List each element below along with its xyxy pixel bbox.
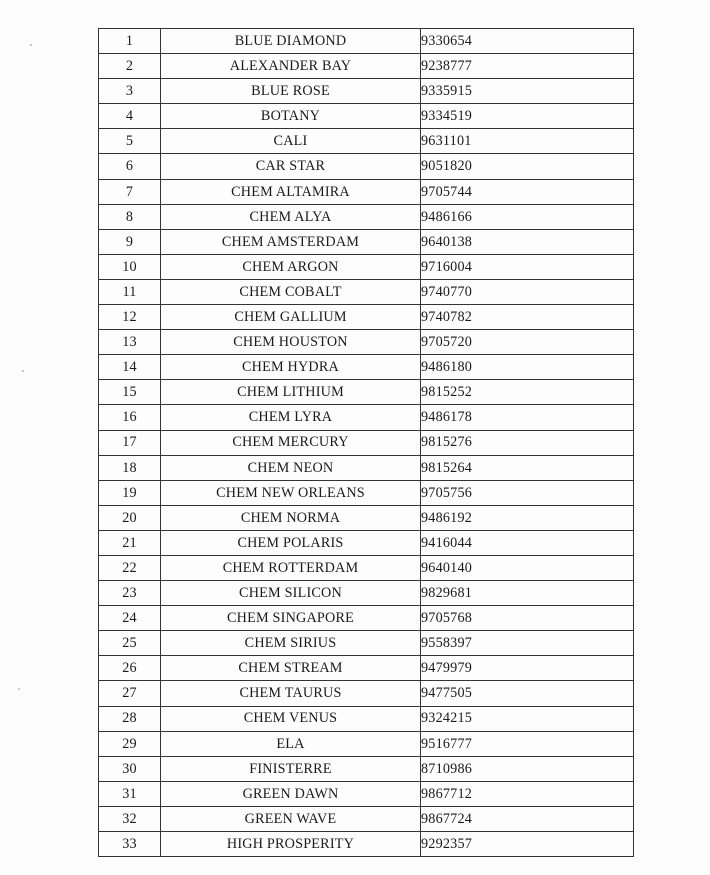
- vessel-name-cell: CHEM SILICON: [161, 581, 421, 606]
- row-number-cell: 24: [99, 606, 161, 631]
- vessel-name-cell: FINISTERRE: [161, 756, 421, 781]
- vessel-table-body: [99, 29, 634, 857]
- table-row: [99, 731, 634, 756]
- row-number-cell: 17: [99, 430, 161, 455]
- imo-number-cell: 9335915: [421, 79, 634, 104]
- imo-number-cell: 9815276: [421, 430, 634, 455]
- imo-number-cell: 8710986: [421, 756, 634, 781]
- table-row: [99, 229, 634, 254]
- row-number-cell: 29: [99, 731, 161, 756]
- vessel-name-cell: CALI: [161, 129, 421, 154]
- table-row: [99, 54, 634, 79]
- table-row: [99, 832, 634, 857]
- vessel-name-cell: CHEM AMSTERDAM: [161, 229, 421, 254]
- scan-speck: [18, 688, 20, 690]
- vessel-name-cell: ALEXANDER BAY: [161, 54, 421, 79]
- row-number-cell: 18: [99, 455, 161, 480]
- vessel-name-cell: CHEM NEON: [161, 455, 421, 480]
- imo-number-cell: 9516777: [421, 731, 634, 756]
- imo-number-cell: 9705720: [421, 330, 634, 355]
- imo-number-cell: 9330654: [421, 29, 634, 54]
- vessel-name-cell: CHEM VENUS: [161, 706, 421, 731]
- row-number-cell: 11: [99, 279, 161, 304]
- imo-number-cell: 9705756: [421, 480, 634, 505]
- vessel-name-cell: CHEM LITHIUM: [161, 380, 421, 405]
- table-row: [99, 480, 634, 505]
- vessel-name-cell: CHEM STREAM: [161, 656, 421, 681]
- imo-number-cell: 9477505: [421, 681, 634, 706]
- row-number-cell: 31: [99, 781, 161, 806]
- table-row: [99, 505, 634, 530]
- table-row: [99, 681, 634, 706]
- row-number-cell: 14: [99, 355, 161, 380]
- imo-number-cell: 9867724: [421, 806, 634, 831]
- row-number-cell: 27: [99, 681, 161, 706]
- row-number-cell: 6: [99, 154, 161, 179]
- vessel-name-cell: CHEM TAURUS: [161, 681, 421, 706]
- table-row: [99, 581, 634, 606]
- vessel-name-cell: CHEM NORMA: [161, 505, 421, 530]
- imo-number-cell: 9740770: [421, 279, 634, 304]
- scan-speck: [30, 44, 32, 46]
- imo-number-cell: 9705744: [421, 179, 634, 204]
- row-number-cell: 16: [99, 405, 161, 430]
- imo-number-cell: 9051820: [421, 154, 634, 179]
- table-row: [99, 254, 634, 279]
- imo-number-cell: 9416044: [421, 530, 634, 555]
- vessel-name-cell: CHEM LYRA: [161, 405, 421, 430]
- imo-number-cell: 9292357: [421, 832, 634, 857]
- imo-number-cell: 9829681: [421, 581, 634, 606]
- imo-number-cell: 9486192: [421, 505, 634, 530]
- vessel-name-cell: GREEN DAWN: [161, 781, 421, 806]
- vessel-name-cell: CAR STAR: [161, 154, 421, 179]
- table-row: [99, 355, 634, 380]
- row-number-cell: 4: [99, 104, 161, 129]
- table-row: [99, 405, 634, 430]
- imo-number-cell: 9334519: [421, 104, 634, 129]
- vessel-name-cell: CHEM ARGON: [161, 254, 421, 279]
- imo-number-cell: 9558397: [421, 631, 634, 656]
- table-row: [99, 380, 634, 405]
- vessel-name-cell: CHEM SIRIUS: [161, 631, 421, 656]
- vessel-name-cell: CHEM HOUSTON: [161, 330, 421, 355]
- table-row: [99, 279, 634, 304]
- table-row: [99, 104, 634, 129]
- imo-number-cell: 9238777: [421, 54, 634, 79]
- row-number-cell: 3: [99, 79, 161, 104]
- vessel-name-cell: ELA: [161, 731, 421, 756]
- imo-number-cell: 9640140: [421, 555, 634, 580]
- imo-number-cell: 9705768: [421, 606, 634, 631]
- vessel-name-cell: CHEM MERCURY: [161, 430, 421, 455]
- vessel-name-cell: HIGH PROSPERITY: [161, 832, 421, 857]
- row-number-cell: 25: [99, 631, 161, 656]
- row-number-cell: 12: [99, 305, 161, 330]
- table-row: [99, 555, 634, 580]
- imo-number-cell: 9486166: [421, 204, 634, 229]
- table-row: [99, 756, 634, 781]
- row-number-cell: 23: [99, 581, 161, 606]
- imo-number-cell: 9815252: [421, 380, 634, 405]
- row-number-cell: 32: [99, 806, 161, 831]
- vessel-name-cell: CHEM ALTAMIRA: [161, 179, 421, 204]
- row-number-cell: 10: [99, 254, 161, 279]
- vessel-name-cell: CHEM ROTTERDAM: [161, 555, 421, 580]
- vessel-name-cell: BLUE ROSE: [161, 79, 421, 104]
- table-row: [99, 656, 634, 681]
- table-row: [99, 706, 634, 731]
- row-number-cell: 9: [99, 229, 161, 254]
- table-row: [99, 154, 634, 179]
- table-row: [99, 330, 634, 355]
- vessel-name-cell: GREEN WAVE: [161, 806, 421, 831]
- row-number-cell: 7: [99, 179, 161, 204]
- imo-number-cell: 9486180: [421, 355, 634, 380]
- imo-number-cell: 9716004: [421, 254, 634, 279]
- table-row: [99, 455, 634, 480]
- table-row: [99, 781, 634, 806]
- row-number-cell: 19: [99, 480, 161, 505]
- row-number-cell: 33: [99, 832, 161, 857]
- scan-speck: [22, 370, 24, 372]
- table-row: [99, 204, 634, 229]
- row-number-cell: 26: [99, 656, 161, 681]
- imo-number-cell: 9324215: [421, 706, 634, 731]
- row-number-cell: 5: [99, 129, 161, 154]
- row-number-cell: 8: [99, 204, 161, 229]
- imo-number-cell: 9740782: [421, 305, 634, 330]
- table-row: [99, 806, 634, 831]
- vessel-name-cell: BOTANY: [161, 104, 421, 129]
- table-row: [99, 631, 634, 656]
- row-number-cell: 20: [99, 505, 161, 530]
- table-row: [99, 29, 634, 54]
- imo-number-cell: 9640138: [421, 229, 634, 254]
- table-row: [99, 79, 634, 104]
- row-number-cell: 1: [99, 29, 161, 54]
- vessel-name-cell: CHEM SINGAPORE: [161, 606, 421, 631]
- imo-number-cell: 9631101: [421, 129, 634, 154]
- table-row: [99, 179, 634, 204]
- imo-number-cell: 9486178: [421, 405, 634, 430]
- row-number-cell: 21: [99, 530, 161, 555]
- vessel-name-cell: BLUE DIAMOND: [161, 29, 421, 54]
- row-number-cell: 13: [99, 330, 161, 355]
- table-row: [99, 530, 634, 555]
- row-number-cell: 2: [99, 54, 161, 79]
- vessel-table: [98, 28, 634, 857]
- row-number-cell: 22: [99, 555, 161, 580]
- row-number-cell: 28: [99, 706, 161, 731]
- table-row: [99, 305, 634, 330]
- vessel-name-cell: CHEM POLARIS: [161, 530, 421, 555]
- vessel-name-cell: CHEM GALLIUM: [161, 305, 421, 330]
- table-row: [99, 606, 634, 631]
- imo-number-cell: 9867712: [421, 781, 634, 806]
- table-row: [99, 430, 634, 455]
- vessel-name-cell: CHEM ALYA: [161, 204, 421, 229]
- row-number-cell: 15: [99, 380, 161, 405]
- row-number-cell: 30: [99, 756, 161, 781]
- imo-number-cell: 9815264: [421, 455, 634, 480]
- table-row: [99, 129, 634, 154]
- vessel-name-cell: CHEM HYDRA: [161, 355, 421, 380]
- vessel-name-cell: CHEM NEW ORLEANS: [161, 480, 421, 505]
- vessel-name-cell: CHEM COBALT: [161, 279, 421, 304]
- imo-number-cell: 9479979: [421, 656, 634, 681]
